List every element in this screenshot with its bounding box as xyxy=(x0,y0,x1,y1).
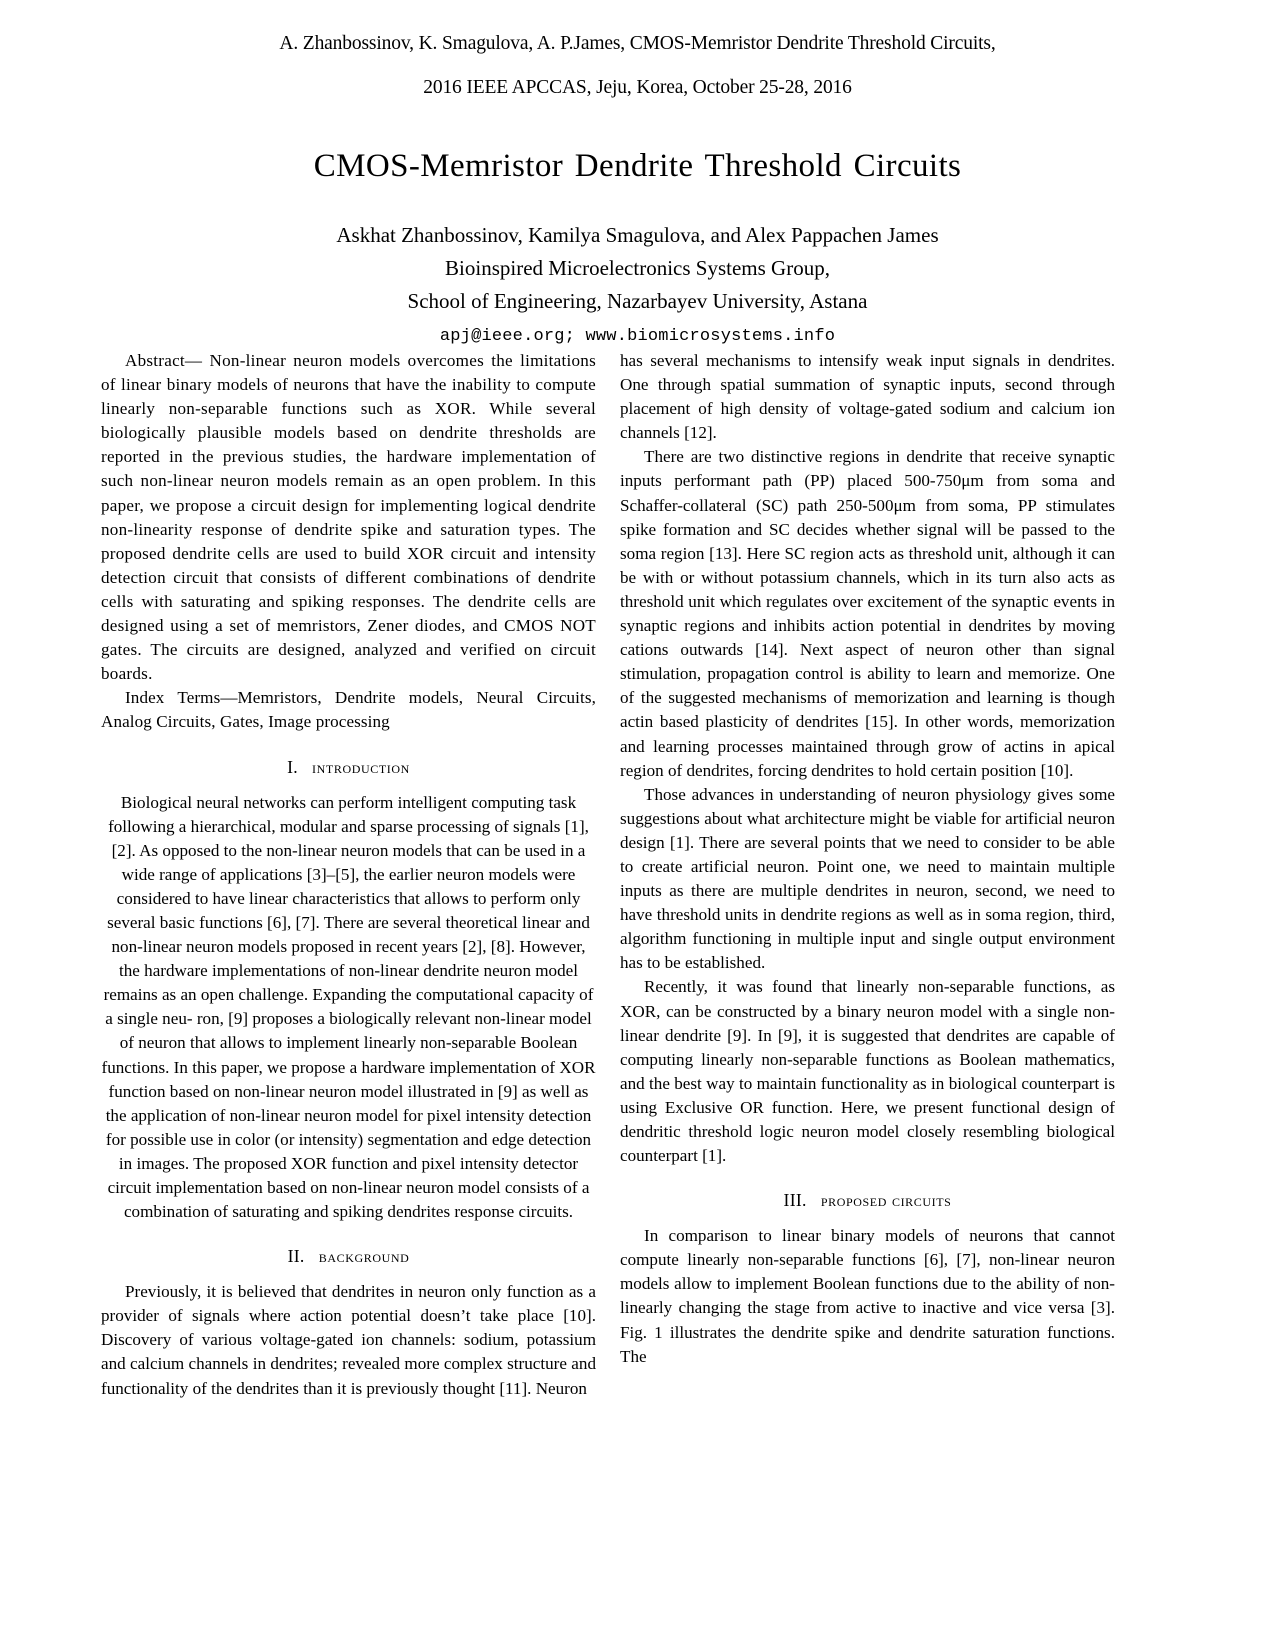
paper-title: CMOS-Memristor Dendrite Threshold Circuits xyxy=(313,148,962,184)
author-contact: apj@ieee.org; www.biomicrosystems.info xyxy=(439,326,836,346)
section-number-1: I. xyxy=(287,756,298,777)
section-name-3: proposed circuits xyxy=(820,1190,952,1211)
running-header-line-2: 2016 IEEE APCCAS, Jeju, Korea, October 25-28, 2016 xyxy=(423,76,852,98)
right-paragraph-3: Those advances in understanding of neuron physiology gives some suggestions about what architecture might be viable for artificial neuron design [1]. There are several points that we need to consider to be able to create artificial neuron. Point one, we need to maintain multiple inputs as there are multiple dendrites in neuron, second, we need to have threshold units in dendrite regions as well as in soma region, third, algorithm functioning in multiple input and single output environment has to be established. xyxy=(620,784,1115,973)
section-number-2: II. xyxy=(287,1246,305,1267)
left-column xyxy=(101,349,596,1401)
right-paragraph-5: In comparison to linear binary models of neurons that cannot compute linearly non-separable functions [6], [7], non-linear neuron models allow to implement Boolean functions due to the ability of non-linearly changing the stage from active to inactive and vice versa [3]. Fig. 1 illustrates the dendrite spike and dendrite saturation functions. The xyxy=(620,1226,1115,1366)
running-header-line-1: A. Zhanbossinov, K. Smagulova, A. P.James, CMOS-Memristor Dendrite Threshold Circuits, xyxy=(279,33,996,54)
section-heading-background xyxy=(101,1246,596,1267)
right-paragraph-1: has several mechanisms to intensify weak input signals in dendrites. One through spatial summation of synaptic inputs, second through placement of high density of voltage-gated sodium and calcium ion channels [12]. xyxy=(620,351,1115,443)
section-name-2: background xyxy=(318,1246,410,1267)
author-affiliation: School of Engineering, Nazarbayev University, Astana xyxy=(407,288,868,313)
author-group: Bioinspired Microelectronics Systems Group, xyxy=(445,255,830,280)
body-columns xyxy=(0,349,1275,1401)
running-header xyxy=(0,0,1275,97)
abstract-paragraph: Abstract— Non-linear neuron models overcomes the limitations of linear binary models of neurons that have the inability to compute linearly non-separable functions such as XOR. While several biologically plausible models based on dendrite thresholds are reported in the previous studies, the hardware implementation of such non-linear neuron models remain as an open problem. In this paper, we propose a circuit design for implementing logical dendrite non-linearity response of dendrite spike and saturation types. The proposed dendrite cells are used to build XOR circuit and intensity detection circuit that consists of different combinations of dendrite cells with saturating and spiking responses. The dendrite cells are designed using a set of memristors, Zener diodes, and CMOS NOT gates. The circuits are designed, analyzed and verified on circuit boards. xyxy=(101,351,596,684)
section-heading-proposed-circuits xyxy=(620,1190,1115,1211)
background-paragraph: Previously, it is believed that dendrites in neuron only function as a provider of signals where action potential doesn’t take place [10]. Discovery of various voltage-gated ion channels: sodium, potassium and calcium channels in dendrites; revealed more complex structure and functionality of the dendrites than it is previously thought [11]. Neuron xyxy=(101,1282,596,1398)
introduction-paragraph: Biological neural networks can perform intelligent computing task following a hierarchical, modular and sparse processing of signals [1], [2]. As opposed to the non-linear neuron models that can be used in a wide range of applications [3]–[5], the earlier neuron models were considered to have linear characteristics that allows to perform only several basic functions [6], [7]. There are several theoretical linear and non-linear neuron models proposed in recent years [2], [8]. However, the hardware implementations of non-linear dendrite neuron model remains as an open challenge. Expanding the computational capacity of a single neu- ron, [9] proposes a biologically relevant non-linear model of neuron that allows to implement linearly non-separable Boolean functions. In this paper, we propose a hardware implementation of XOR function based on non-linear neuron model illustrated in [9] as well as the application of non-linear neuron model for pixel intensity detection for possible use in color (or intensity) segmentation and edge detection in images. The proposed XOR function and pixel intensity detector circuit implementation based on non-linear neuron model consists of a combination of saturating and spiking dendrites response circuits. xyxy=(101,792,596,1222)
author-block xyxy=(0,222,1275,313)
right-column xyxy=(620,349,1115,1401)
right-paragraph-2: There are two distinctive regions in dendrite that receive synaptic inputs performant path (PP) placed 500-750μm from soma and Schaffer-collateral (SC) path 250-500μm from soma, PP stimulates spike formation and SC decides whether signal will be passed to the soma region [13]. Here SC region acts as threshold unit, although it can be with or without potassium channels, which in its turn also acts as threshold unit which regulates over excitement of the synaptic events in synaptic regions and inhibits action potential in dendrites by moving cations outwards [14]. Next aspect of neuron other than signal stimulation, propagation control is ability to learn and memorize. One of the suggested mechanisms of memorization and learning is though actin based plasticity of dendrites [15]. In other words, memorization and learning processes maintained through grow of actins in apical region of dendrites, forcing dendrites to hold certain position [10]. xyxy=(620,447,1115,780)
right-paragraph-4: Recently, it was found that linearly non-separable functions, as XOR, can be constructed by a binary neuron model with a single non-linear dendrite [9]. In [9], it is suggested that dendrites are capable of computing linearly non-separable functions as Boolean mathematics, and the best way to maintain functionality as in biological counterpart is using Exclusive OR function. Here, we present functional design of dendritic threshold logic neuron model closely resembling biological counterpart [1]. xyxy=(620,977,1115,1166)
section-name-1: introduction xyxy=(312,756,410,777)
section-heading-introduction xyxy=(101,757,596,778)
index-terms-paragraph: Index Terms—Memristors, Dendrite models, Neural Circuits, Analog Circuits, Gates, Image processing xyxy=(101,688,596,732)
section-number-3: III. xyxy=(783,1190,807,1211)
author-names: Askhat Zhanbossinov, Kamilya Smagulova, and Alex Pappachen James xyxy=(336,222,939,247)
